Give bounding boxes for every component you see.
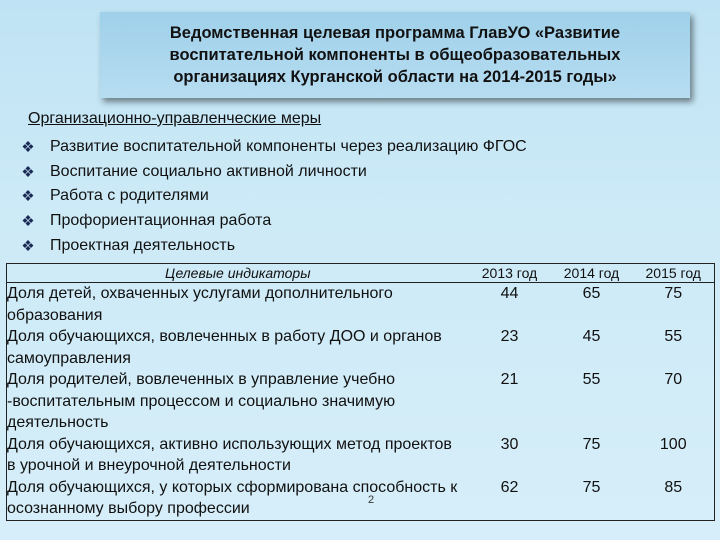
list-item [20,209,527,234]
diamond-bullet-icon: ❖ [21,188,35,206]
list-item-text: Проектная деятельность [50,236,236,254]
value-2015: 55 [664,328,683,345]
table-row [7,477,715,521]
value-2014: 55 [582,371,601,388]
value-2015: 85 [664,478,683,496]
indicators-table [6,263,715,521]
title-box [100,12,690,98]
header-2015: 2015 год [633,264,715,283]
indicator-cell: Доля детей, охваченных услугами дополнительного образования [7,285,393,324]
value-2014: 75 [582,435,601,453]
section-heading: Организационно-управленческие меры [28,110,322,127]
list-item-text: Профориентационная работа [50,212,272,230]
diamond-bullet-icon: ❖ [21,163,35,181]
value-2014: 65 [582,285,601,302]
indicator-cell: Доля родителей, вовлеченных в управление учебно -воспитательным процессом и социально значимую деятельность [7,371,396,431]
table-header-row [7,264,715,283]
value-2015: 70 [664,371,683,388]
list-item-text: Развитие воспитательной компоненты через реализацию ФГОС [50,138,527,156]
indicator-cell: Доля обучающихся, у которых сформирована способность к осознанному выбору профессии [7,478,458,517]
table-row [7,434,715,477]
indicator-cell: Доля обучающихся, вовлеченных в работу ДОО и органов самоуправления [7,328,442,367]
diamond-bullet-icon: ❖ [21,237,35,255]
table-row [7,283,715,327]
table-row [7,369,715,434]
value-2013: 21 [500,371,519,388]
list-item [20,135,527,160]
list-item [20,160,527,185]
page-number: 2 [368,494,375,506]
value-2015: 75 [664,285,683,302]
header-2013: 2013 год [469,264,551,283]
indicator-cell: Доля обучающихся, активно использующих метод проектов в урочной и внеурочной деятельности [7,435,452,474]
list-item [20,184,527,209]
list-item-text: Работа с родителями [50,187,209,205]
header-2014: 2014 год [551,264,633,283]
table-row [7,326,715,369]
list-item-text: Воспитание социально активной личности [50,162,367,180]
value-2013: 44 [500,285,519,302]
value-2014: 75 [582,478,601,496]
header-indicators: Целевые индикаторы [7,264,469,283]
diamond-bullet-icon: ❖ [21,139,35,157]
slide-title: Ведомственная целевая программа ГлавУО «Развитие воспитательной компоненты в общеобразовательных организациях Курганской области на 2014-2015 годы» [169,24,621,86]
value-2013: 30 [500,435,519,453]
diamond-bullet-icon: ❖ [21,213,35,231]
bullet-list [20,135,527,258]
value-2014: 45 [582,328,601,345]
value-2015: 100 [659,435,687,453]
value-2013: 23 [500,328,519,345]
value-2013: 62 [500,478,519,496]
list-item [20,233,527,258]
